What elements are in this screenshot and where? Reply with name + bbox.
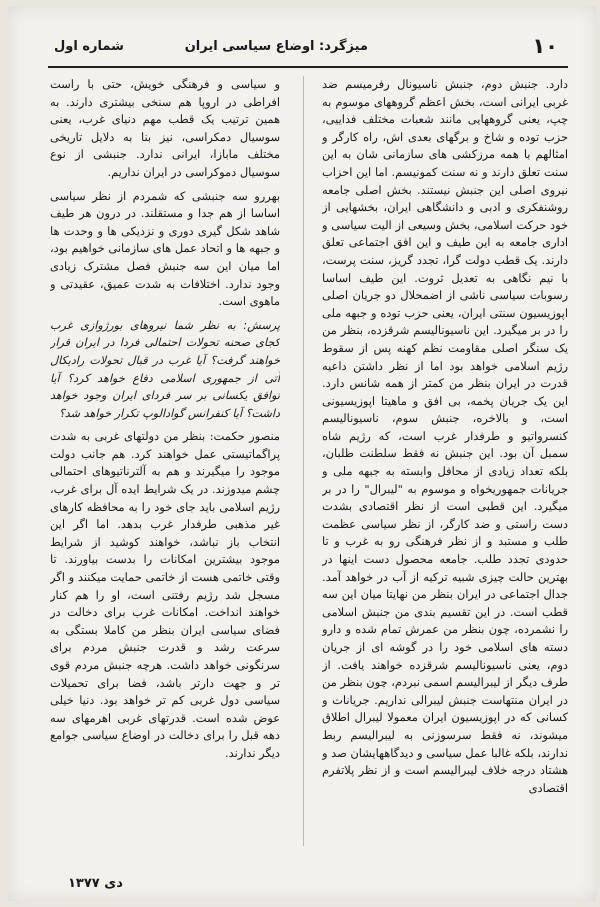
left-column xyxy=(50,76,280,856)
right-column xyxy=(322,76,568,856)
column-divider xyxy=(303,76,304,846)
section-title: میزگرد: اوضاع سیاسی ایران xyxy=(184,39,368,54)
issue-label: شماره اول xyxy=(54,39,124,54)
paragraph: دارد. جنبش دوم، جنبش ناسیونال رفرمیسم ضد غربی ایرانی است، بخش اعظم گروههای موسوم به چپ، یعنی گروههایی مانند شعبات مختلف فداییی، حزب توده و شاخ و برگهای بعدی اش، راه کارگر و امثالهم با همه مرزکشی های سازمانی شان به این سنت تعلق دارند و نه سنت کمونیسم. اما این احزاب نیروی اصلی این جنبش نیستند. بخش اصلی جامعه روشنفکری و ادبی و دانشگاهی ایران، بخشهایی از خود حرکت اسلامی، بخش وسیعی از الیت سیاسی و اداری جامعه به این طیف و این افق اجتماعی تعلق دارند. یک قطب دولت گرا، تجدد گریز، سنت پرست، با نیم نگاهی به تعدیل ثروت. این طیف اساسا رسوبات سیاسی ناشی از اضمحلال دو جریان اصلی اپوزیسیون سنتی ایران، یعنی حزب توده و جبهه ملی را در بر میگیرد. این ناسیونالیسم شرقزده، بنظر من یک سنگر اصلی مقاومت نظم کهنه پس از سقوط رژیم اسلامی خواهد بود اما از نظر داشتن داعیه قدرت در ایران بنظر من کمتر از همه شانس دارد. این یک جریان پخمه، بی افق و ماهیتا اپوزیسیونی است، و بالاخره، جنبش سوم، ناسیونالیسم کنسرواتیو و طرفدار غرب است، که رژیم شاه سمبل آن بود. این جنبش نه فقط سلطنت طلبان، بلکه تعداد زیادی از محافل وابسته به جبهه ملی و جریانات جمهوریخواه و موسوم به "لیبرال" را در بر میگیرد. این قطبی است از نظر اقتصادی بشدت دست راستی و ضد کارگر، از نظر سیاسی عظمت طلب و مستبد و از نظر فرهنگی رو به غرب و تا حدودی تجدد طلب. جامعه محصول دست اینها در بهترین حالت چیزی شبیه ترکیه از آب در خواهد آمد. جدال اجتماعی در ایران بنظر من نهایتا میان این سه قطب است. در این تقسیم بندی من جنبش اسلامی را نشمرده، چون بنظر من عمرش تمام شده و دارو دسته های اسلامی خود را در گوشه ای از جریان دوم، یعنی ناسیونالیسم شرقزده خواهند یافت. از طرف دیگر از لیبرالیسم اسمی نبردم، چون بنظر من در ایران منتهاست جنبش لیبرالی نداریم. جریانات و کسانی که در اپوزیسیون ایران معمولا لیبرال اطلاق میشوند، نه فقط سرسوزنی به لیبرالیسم ربط ندارند، بلکه غالبا عمل سیاسی و دیدگاههایشان صد و هشتاد درجه خلاف لیبرالیسم است و از نظر پلاتفرم اقتصادی xyxy=(322,77,568,795)
interview-answer: منصور حکمت: بنظر من دولتهای غربی به شدت پراگماتیستی عمل خواهند کرد. هم جانب دولت موجود را میگیرند و هم به آلترناتیوهای احتمالی چشم میدوزند. در یک شرایط ایده آل برای غرب، رژیم اسلامی باید جای خود را به محافظه کارهای غیر مذهبی طرفدار غرب بدهد. اما اگر این انتخاب باز نباشد، خواهند کوشید از شرایط موجود بیشترین امکانات را بدست بیاورند. تا وقتی خاتمی هست از خاتمی حمایت میکنند و اگر مسجل شد رژیم رفتنی است، او را هم کنار خواهند انداخت. امکانات غرب برای دخالت در فضای سیاسی ایران بنظر من کاملا بستگی به سرعت رشد و قدرت جنبش مردم برای سرنگونی خواهد داشت. هرچه جنبش مردم قوی تر و جهت دارتر باشد، فضا برای تحمیلات سیاسی دول غربی کم تر خواهد بود. دنیا خیلی عوض شده است. قدرتهای غربی اهرمهای سه دهه قبل را برای دخالت در اوضاع سیاسی جوامع دیگر ندارند. xyxy=(50,429,280,760)
paragraph: و سیاسی و فرهنگی خویش، حتی با راست افراطی در اروپا هم سنخی بیشتری دارند. به همین ترتیب یک قطب مهم دنیای غرب، یعنی سوسیال دمکراسی، نیز بنا به دلایل تاریخی مختلف مابازا، ایرانی ندارد. جنبشی از نوع سوسیال دموکراسی در ایران نداریم. xyxy=(50,77,280,179)
header-rule xyxy=(48,66,568,68)
paragraph: بهررو سه جنبشی که شمردم از نظر سیاسی اساسا از هم جدا و مستقلند. در درون هر طیف شاهد شکل گیری دوری و نزدیکی ها و وحدت ها و جبهه ها و اتحاد عمل های سازمانی خواهیم بود، اما میان این سه جنبش فصل مشترک زیادی وجود ندارد. اختلافات به شدت عمیق، عقیدتی و ماهوی است. xyxy=(50,188,280,309)
issue-date: دی ۱۳۷۷ xyxy=(68,876,123,891)
page-header xyxy=(48,34,568,62)
interview-question: پرسش: به نظر شما نیروهای بورژوازی غرب کجای صحنه تحولات احتمالی فردا در ایران قرار خواهند گرفت؟ آیا غرب در قبال تحولات رادیکال آتی از جمهوری اسلامی دفاع خواهد کرد؟ آیا توافق یکسانی بر سر فردای ایران وجود خواهد داشت؟ آیا کنفرانس گوادالوپ تکرار خواهد شد؟ xyxy=(50,318,280,420)
page-number: ۱۰ xyxy=(532,34,558,58)
journal-page xyxy=(8,6,596,901)
